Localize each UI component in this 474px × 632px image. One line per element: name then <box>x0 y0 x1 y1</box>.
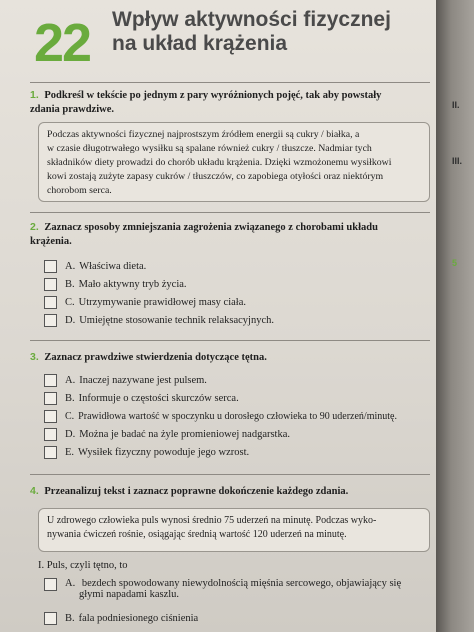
adjacent-page-mark: 5 <box>452 258 458 268</box>
task-2-number: 2. <box>30 221 39 233</box>
adjacent-page-edge <box>436 0 474 632</box>
task-1-text-line[interactable]: kowi zostają zużyte zapasy cukrów / tłuszczów, co zapobiega otyłości oraz niektórym <box>47 171 384 182</box>
task-4-text-line: U zdrowego człowieka puls wynosi średnio 75 uderzeń na minutę. Podczas wyko- <box>47 515 377 526</box>
checkbox[interactable] <box>44 428 57 441</box>
adjacent-page-mark: II. <box>452 100 460 110</box>
option-letter: D. <box>65 429 76 440</box>
task-4-question-text: Przeanalizuj tekst i zaznacz poprawne dokończenie każdego zdania. <box>44 486 349 497</box>
lesson-title <box>112 8 412 56</box>
divider <box>30 340 430 341</box>
task-4-question <box>30 484 430 499</box>
task-1-text-line[interactable]: chorobom serca. <box>47 185 112 196</box>
option-text-continued: głymi napadami kaszlu. <box>79 589 180 600</box>
task-1-text-box <box>38 122 430 202</box>
checkbox[interactable] <box>44 374 57 387</box>
task-2-question <box>30 220 430 249</box>
task-2-option-d[interactable] <box>44 314 274 327</box>
task-1 <box>30 88 430 117</box>
option-text: Mało aktywny tryb życia. <box>78 279 187 290</box>
option-text: Utrzymywanie prawidłowej masy ciała. <box>78 297 246 308</box>
task-4-text-box <box>38 508 430 552</box>
checkbox[interactable] <box>44 260 57 273</box>
option-text: fala podniesionego ciśnienia <box>78 613 199 624</box>
task-4-option-b[interactable] <box>44 612 198 625</box>
option-text: bezdech spowodowany niewydolnością mięśnia sercowego, objawiający się <box>81 578 402 589</box>
task-4 <box>30 484 430 499</box>
option-content <box>65 578 401 600</box>
task-4-number: 4. <box>30 485 39 497</box>
divider <box>30 212 430 213</box>
task-3 <box>30 350 430 365</box>
task-1-text-line[interactable]: składników diety prowadzi do chorób układu krążenia. Dzięki wzmożonemu wysiłkowi <box>47 157 392 168</box>
task-1-text-line[interactable]: w czasie długotrwałego wysiłku są spalane również cukry / tłuszcze. Nadmiar tych <box>47 143 372 154</box>
checkbox[interactable] <box>44 578 57 591</box>
adjacent-page-mark: III. <box>452 156 463 166</box>
option-letter: B. <box>65 393 75 404</box>
checkbox[interactable] <box>44 410 57 423</box>
task-3-question <box>30 350 430 365</box>
task-3-option-c[interactable] <box>44 410 397 423</box>
task-3-option-e[interactable] <box>44 446 249 459</box>
checkbox[interactable] <box>44 278 57 291</box>
option-letter: B. <box>65 613 75 624</box>
option-text: Inaczej nazywane jest pulsem. <box>79 375 207 386</box>
task-2-option-a[interactable] <box>44 260 146 273</box>
task-3-option-d[interactable] <box>44 428 290 441</box>
task-1-question-line2: zdania prawdziwe. <box>30 104 114 115</box>
divider <box>30 82 430 83</box>
task-1-question-line1: Podkreśl w tekście po jednym z pary wyróżnionych pojęć, tak aby powstały <box>44 90 382 101</box>
task-3-option-b[interactable] <box>44 392 239 405</box>
divider <box>30 474 430 475</box>
task-2-question-line1: Zaznacz sposoby zmniejszania zagrożenia związanego z chorobami układu <box>44 222 378 233</box>
task-4-text-line: nywania ćwiczeń rośnie, osiągając średnią wartość 120 uderzeń na minutę. <box>47 529 347 540</box>
task-2-question-line2: krążenia. <box>30 236 72 247</box>
task-4-sub-label: I. Puls, czyli tętno, to <box>38 560 128 571</box>
option-text: Umiejętne stosowanie technik relaksacyjnych. <box>79 315 274 326</box>
option-letter: C. <box>65 411 75 422</box>
lesson-number: 22 <box>34 13 91 73</box>
checkbox[interactable] <box>44 446 57 459</box>
task-2-option-b[interactable] <box>44 278 187 291</box>
option-text: Informuje o częstości skurczów serca. <box>78 393 239 404</box>
task-3-number: 3. <box>30 351 39 363</box>
task-1-question <box>30 88 430 117</box>
task-4-option-a[interactable] <box>44 578 401 600</box>
task-3-question-text: Zaznacz prawdziwe stwierdzenia dotyczące tętna. <box>44 352 267 363</box>
option-letter: A. <box>65 375 76 386</box>
checkbox[interactable] <box>44 392 57 405</box>
option-letter: A. <box>65 261 76 272</box>
checkbox[interactable] <box>44 612 57 625</box>
option-text: Prawidłowa wartość w spoczynku u dorosłego człowieka to 90 uderzeń/minutę. <box>78 411 397 422</box>
lesson-title-line1: Wpływ aktywności fizycznej <box>112 8 391 31</box>
option-text: Można je badać na żyle promieniowej nadgarstka. <box>79 429 291 440</box>
task-1-number: 1. <box>30 89 39 101</box>
option-letter: A. <box>65 578 76 589</box>
task-1-text-line[interactable]: Podczas aktywności fizycznej najprostszym źródłem energii są cukry / białka, a <box>47 129 360 140</box>
option-text: Właściwa dieta. <box>79 261 147 272</box>
lesson-title-line2: na układ krążenia <box>112 32 288 55</box>
option-letter: E. <box>65 447 75 458</box>
task-2-option-c[interactable] <box>44 296 246 309</box>
option-letter: D. <box>65 315 76 326</box>
task-2 <box>30 220 430 249</box>
option-letter: C. <box>65 297 75 308</box>
option-text: Wysiłek fizyczny powoduje jego wzrost. <box>78 447 250 458</box>
checkbox[interactable] <box>44 296 57 309</box>
option-letter: B. <box>65 279 75 290</box>
task-3-option-a[interactable] <box>44 374 207 387</box>
checkbox[interactable] <box>44 314 57 327</box>
